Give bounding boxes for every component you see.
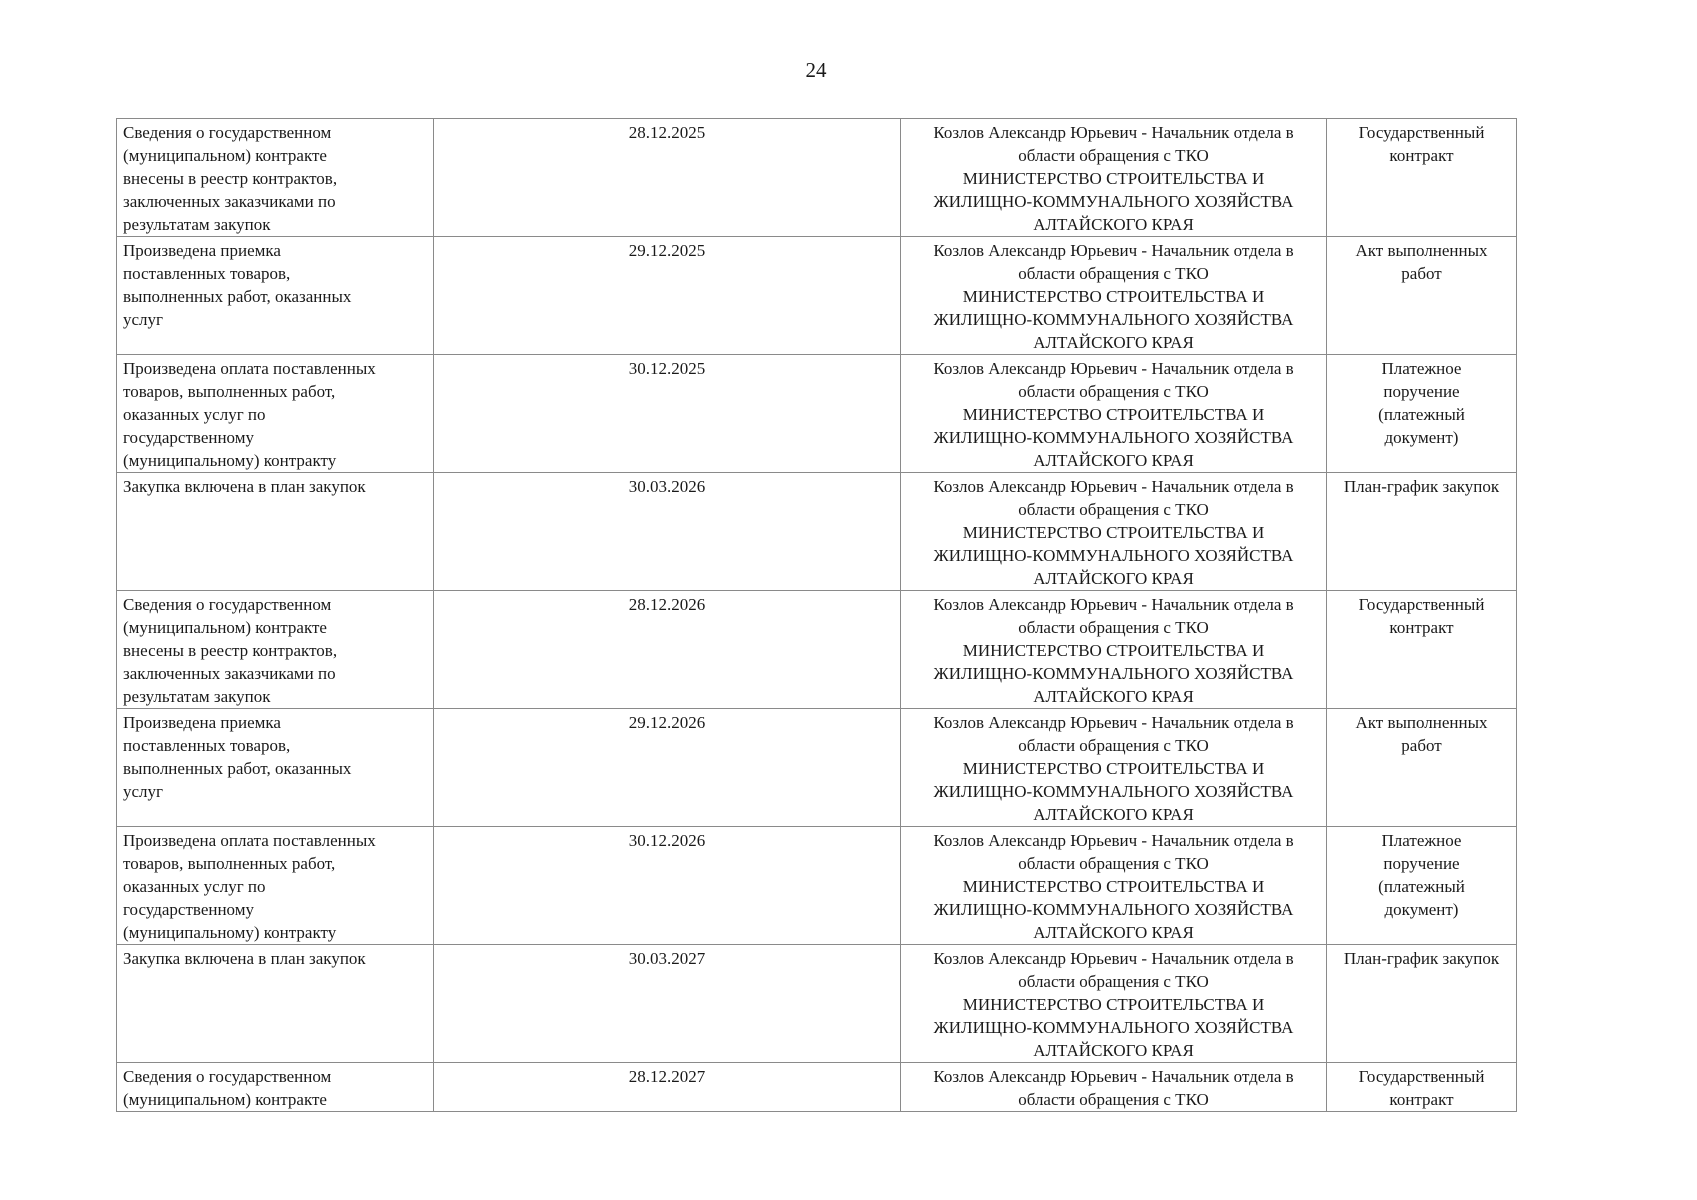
event-cell-line: поставленных товаров, (123, 736, 291, 755)
control-points-table (116, 118, 1517, 1112)
responsible-cell-line: МИНИСТЕРСТВО СТРОИТЕЛЬСТВА И (962, 877, 1265, 896)
date-cell-value: 30.12.2025 (628, 359, 706, 378)
date-cell (434, 473, 901, 591)
event-cell (117, 119, 434, 237)
event-cell-line: (муниципальному) контракту (123, 451, 337, 470)
date-cell-value: 30.12.2026 (628, 831, 706, 850)
responsible-cell-line: МИНИСТЕРСТВО СТРОИТЕЛЬСТВА И (962, 287, 1265, 306)
table-row (117, 591, 1517, 709)
responsible-cell-line: Козлов Александр Юрьевич - Начальник отдела в (933, 477, 1294, 496)
responsible-cell-line: АЛТАЙСКОГО КРАЯ (1033, 1041, 1194, 1060)
event-cell-line: выполненных работ, оказанных (123, 287, 352, 306)
event-cell-line: Произведена оплата поставленных (123, 359, 376, 378)
document-cell-line: работ (1401, 736, 1442, 755)
event-cell-line: Произведена приемка (123, 241, 281, 260)
document-cell-line: Платежное (1381, 359, 1462, 378)
responsible-cell-line: области обращения с ТКО (1018, 1090, 1209, 1109)
event-cell (117, 945, 434, 1063)
responsible-cell (901, 237, 1327, 355)
responsible-cell-line: МИНИСТЕРСТВО СТРОИТЕЛЬСТВА И (962, 169, 1265, 188)
table-body (117, 119, 1517, 1112)
document-cell (1327, 473, 1517, 591)
event-cell-line: товаров, выполненных работ, (123, 854, 336, 873)
event-cell-line: оказанных услуг по (123, 405, 266, 424)
table-row (117, 1063, 1517, 1112)
page-number: 24 (805, 58, 827, 82)
responsible-cell-line: ЖИЛИЩНО-КОММУНАЛЬНОГО ХОЗЯЙСТВА (933, 1018, 1294, 1037)
event-cell-line: (муниципальному) контракту (123, 923, 337, 942)
event-cell-line: результатам закупок (123, 687, 271, 706)
document-cell-line: документ) (1384, 428, 1459, 447)
document-cell (1327, 1063, 1517, 1112)
table-row (117, 355, 1517, 473)
table-row (117, 473, 1517, 591)
event-cell (117, 827, 434, 945)
document-cell-line: контракт (1389, 146, 1454, 165)
date-cell (434, 591, 901, 709)
event-cell-line: услуг (123, 782, 164, 801)
document-cell (1327, 591, 1517, 709)
document-cell (1327, 827, 1517, 945)
event-cell-line: (муниципальном) контракте (123, 1090, 327, 1109)
document-cell-line: Государственный (1358, 1067, 1485, 1086)
responsible-cell-line: АЛТАЙСКОГО КРАЯ (1033, 569, 1194, 588)
responsible-cell-line: АЛТАЙСКОГО КРАЯ (1033, 333, 1194, 352)
date-cell-value: 28.12.2027 (628, 1067, 706, 1086)
responsible-cell-line: Козлов Александр Юрьевич - Начальник отдела в (933, 713, 1294, 732)
document-cell (1327, 945, 1517, 1063)
responsible-cell-line: Козлов Александр Юрьевич - Начальник отдела в (933, 1067, 1294, 1086)
responsible-cell (901, 591, 1327, 709)
event-cell (117, 355, 434, 473)
responsible-cell-line: ЖИЛИЩНО-КОММУНАЛЬНОГО ХОЗЯЙСТВА (933, 310, 1294, 329)
responsible-cell-line: области обращения с ТКО (1018, 736, 1209, 755)
event-cell-line: Сведения о государственном (123, 123, 332, 142)
document-cell (1327, 709, 1517, 827)
document-cell-line: Акт выполненных (1355, 241, 1488, 260)
responsible-cell (901, 1063, 1327, 1112)
event-cell-line: (муниципальном) контракте (123, 146, 327, 165)
event-cell-line: Произведена приемка (123, 713, 281, 732)
responsible-cell-line: АЛТАЙСКОГО КРАЯ (1033, 451, 1194, 470)
document-cell-line: поручение (1383, 382, 1460, 401)
date-cell (434, 709, 901, 827)
responsible-cell-line: МИНИСТЕРСТВО СТРОИТЕЛЬСТВА И (962, 995, 1265, 1014)
date-cell-value: 30.03.2026 (628, 477, 706, 496)
responsible-cell-line: Козлов Александр Юрьевич - Начальник отдела в (933, 949, 1294, 968)
date-cell-value: 30.03.2027 (628, 949, 706, 968)
responsible-cell-line: ЖИЛИЩНО-КОММУНАЛЬНОГО ХОЗЯЙСТВА (933, 192, 1294, 211)
event-cell-line: Произведена оплата поставленных (123, 831, 376, 850)
responsible-cell (901, 709, 1327, 827)
table-row (117, 709, 1517, 827)
document-cell-line: поручение (1383, 854, 1460, 873)
responsible-cell (901, 355, 1327, 473)
date-cell (434, 119, 901, 237)
event-cell (117, 1063, 434, 1112)
document-cell-line: Государственный (1358, 595, 1485, 614)
date-cell (434, 237, 901, 355)
responsible-cell-line: ЖИЛИЩНО-КОММУНАЛЬНОГО ХОЗЯЙСТВА (933, 782, 1294, 801)
responsible-cell-line: области обращения с ТКО (1018, 264, 1209, 283)
responsible-cell-line: Козлов Александр Юрьевич - Начальник отдела в (933, 123, 1294, 142)
date-cell (434, 1063, 901, 1112)
responsible-cell (901, 473, 1327, 591)
responsible-cell (901, 119, 1327, 237)
document-cell-line: (платежный (1378, 877, 1465, 896)
event-cell-line: Закупка включена в план закупок (123, 949, 366, 968)
table-row (117, 827, 1517, 945)
date-cell-value: 28.12.2026 (628, 595, 706, 614)
responsible-cell-line: ЖИЛИЩНО-КОММУНАЛЬНОГО ХОЗЯЙСТВА (933, 546, 1294, 565)
table-row (117, 237, 1517, 355)
event-cell-line: внесены в реестр контрактов, (123, 641, 338, 660)
event-cell-line: государственному (123, 900, 254, 919)
date-cell-value: 29.12.2026 (628, 713, 706, 732)
event-cell-line: товаров, выполненных работ, (123, 382, 336, 401)
event-cell-line: поставленных товаров, (123, 264, 291, 283)
responsible-cell-line: Козлов Александр Юрьевич - Начальник отдела в (933, 595, 1294, 614)
date-cell (434, 355, 901, 473)
document-cell-line: работ (1401, 264, 1442, 283)
event-cell-line: заключенных заказчиками по (123, 192, 336, 211)
event-cell-line: оказанных услуг по (123, 877, 266, 896)
document-cell (1327, 237, 1517, 355)
responsible-cell-line: МИНИСТЕРСТВО СТРОИТЕЛЬСТВА И (962, 405, 1265, 424)
event-cell-line: Закупка включена в план закупок (123, 477, 366, 496)
responsible-cell-line: области обращения с ТКО (1018, 500, 1209, 519)
event-cell-line: внесены в реестр контрактов, (123, 169, 338, 188)
document-cell-line: Государственный (1358, 123, 1485, 142)
event-cell (117, 591, 434, 709)
date-cell (434, 945, 901, 1063)
responsible-cell-line: МИНИСТЕРСТВО СТРОИТЕЛЬСТВА И (962, 641, 1265, 660)
event-cell (117, 237, 434, 355)
document-cell-line: контракт (1389, 1090, 1454, 1109)
event-cell-line: заключенных заказчиками по (123, 664, 336, 683)
responsible-cell-line: МИНИСТЕРСТВО СТРОИТЕЛЬСТВА И (962, 759, 1265, 778)
event-cell-line: государственному (123, 428, 254, 447)
responsible-cell-line: АЛТАЙСКОГО КРАЯ (1033, 215, 1194, 234)
event-cell (117, 473, 434, 591)
responsible-cell-line: АЛТАЙСКОГО КРАЯ (1033, 923, 1194, 942)
event-cell (117, 709, 434, 827)
date-cell-value: 28.12.2025 (628, 123, 706, 142)
document-cell-line: План-график закупок (1343, 949, 1500, 968)
document-cell-line: План-график закупок (1343, 477, 1500, 496)
date-cell-value: 29.12.2025 (628, 241, 706, 260)
document-cell-line: (платежный (1378, 405, 1465, 424)
responsible-cell-line: АЛТАЙСКОГО КРАЯ (1033, 805, 1194, 824)
responsible-cell (901, 827, 1327, 945)
table-row (117, 945, 1517, 1063)
responsible-cell-line: МИНИСТЕРСТВО СТРОИТЕЛЬСТВА И (962, 523, 1265, 542)
responsible-cell-line: АЛТАЙСКОГО КРАЯ (1033, 687, 1194, 706)
event-cell-line: (муниципальном) контракте (123, 618, 327, 637)
responsible-cell-line: ЖИЛИЩНО-КОММУНАЛЬНОГО ХОЗЯЙСТВА (933, 428, 1294, 447)
responsible-cell-line: Козлов Александр Юрьевич - Начальник отдела в (933, 241, 1294, 260)
responsible-cell-line: Козлов Александр Юрьевич - Начальник отдела в (933, 831, 1294, 850)
responsible-cell-line: области обращения с ТКО (1018, 618, 1209, 637)
responsible-cell-line: области обращения с ТКО (1018, 146, 1209, 165)
document-cell-line: контракт (1389, 618, 1454, 637)
document-cell (1327, 355, 1517, 473)
document-cell-line: документ) (1384, 900, 1459, 919)
document-cell-line: Платежное (1381, 831, 1462, 850)
event-cell-line: результатам закупок (123, 215, 271, 234)
event-cell-line: Сведения о государственном (123, 1067, 332, 1086)
responsible-cell-line: области обращения с ТКО (1018, 382, 1209, 401)
event-cell-line: выполненных работ, оказанных (123, 759, 352, 778)
date-cell (434, 827, 901, 945)
event-cell-line: услуг (123, 310, 164, 329)
responsible-cell-line: области обращения с ТКО (1018, 972, 1209, 991)
document-cell (1327, 119, 1517, 237)
document-cell-line: Акт выполненных (1355, 713, 1488, 732)
responsible-cell-line: области обращения с ТКО (1018, 854, 1209, 873)
event-cell-line: Сведения о государственном (123, 595, 332, 614)
responsible-cell-line: ЖИЛИЩНО-КОММУНАЛЬНОГО ХОЗЯЙСТВА (933, 664, 1294, 683)
responsible-cell (901, 945, 1327, 1063)
responsible-cell-line: Козлов Александр Юрьевич - Начальник отдела в (933, 359, 1294, 378)
table-row (117, 119, 1517, 237)
responsible-cell-line: ЖИЛИЩНО-КОММУНАЛЬНОГО ХОЗЯЙСТВА (933, 900, 1294, 919)
